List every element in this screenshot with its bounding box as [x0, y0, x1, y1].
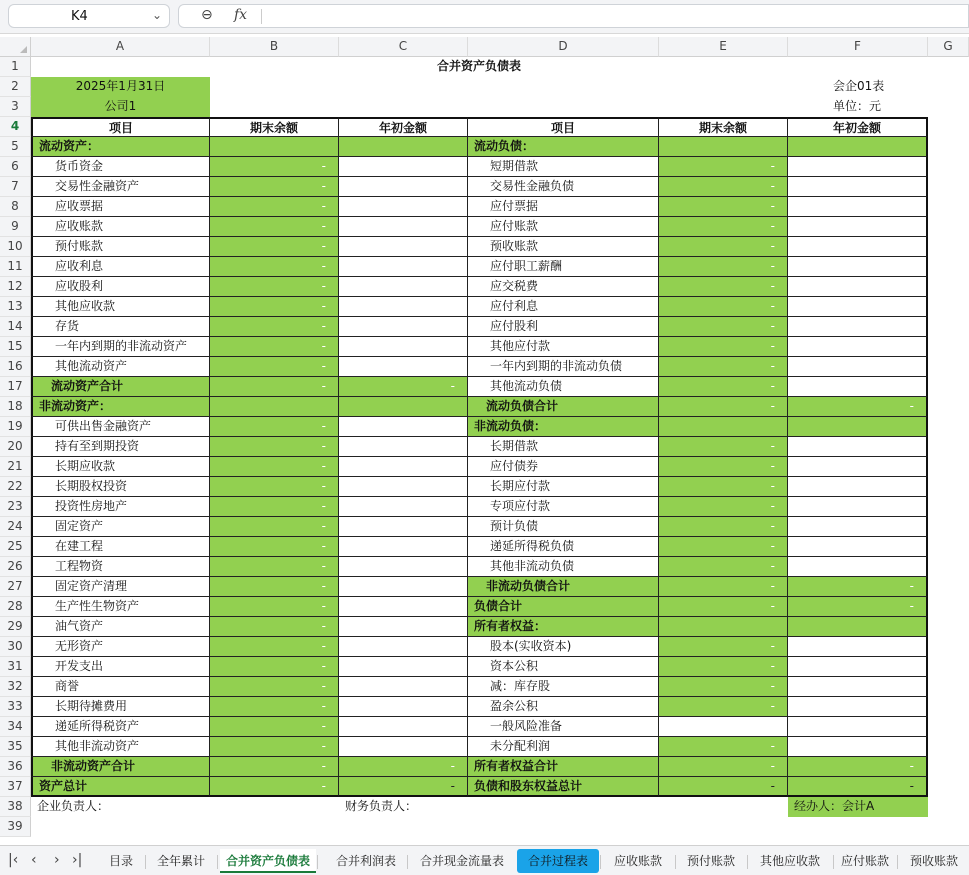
right-end-balance[interactable]: -: [659, 397, 788, 417]
column-title-3[interactable]: 年初金额: [339, 117, 468, 137]
row-header-10[interactable]: 10: [0, 237, 31, 257]
formula-bar[interactable]: [178, 4, 969, 28]
left-opening-balance[interactable]: [339, 557, 468, 577]
left-opening-balance[interactable]: [339, 437, 468, 457]
right-opening-balance[interactable]: [788, 197, 928, 217]
left-end-balance[interactable]: -: [210, 357, 339, 377]
right-end-balance[interactable]: -: [659, 577, 788, 597]
right-end-balance[interactable]: -: [659, 557, 788, 577]
right-opening-balance[interactable]: -: [788, 777, 928, 797]
left-item-label[interactable]: 交易性金融资产: [31, 177, 210, 197]
left-opening-balance[interactable]: [339, 537, 468, 557]
right-item-label[interactable]: 资本公积: [468, 657, 659, 677]
sheet-title[interactable]: 合并资产负债表: [436, 59, 521, 73]
row-header-39[interactable]: 39: [0, 817, 31, 837]
chevron-down-icon[interactable]: ⌄: [151, 8, 162, 22]
right-item-label[interactable]: 应付职工薪酬: [468, 257, 659, 277]
left-end-balance[interactable]: -: [210, 657, 339, 677]
row-header-13[interactable]: 13: [0, 297, 31, 317]
left-opening-balance[interactable]: [339, 237, 468, 257]
left-end-balance[interactable]: -: [210, 737, 339, 757]
right-item-label[interactable]: 应付利息: [468, 297, 659, 317]
left-opening-balance[interactable]: [339, 457, 468, 477]
row-header-5[interactable]: 5: [0, 137, 31, 157]
zoom-out-icon[interactable]: ⊖: [201, 7, 213, 23]
right-item-label[interactable]: 交易性金融负债: [468, 177, 659, 197]
right-item-label[interactable]: 股本(实收资本): [468, 637, 659, 657]
right-opening-balance[interactable]: [788, 417, 928, 437]
left-end-balance[interactable]: -: [210, 497, 339, 517]
right-item-label[interactable]: 流动负债：: [468, 137, 659, 157]
right-item-label[interactable]: 应付股利: [468, 317, 659, 337]
prev-sheet-icon[interactable]: ‹: [31, 852, 37, 868]
right-item-label[interactable]: 预收账款: [468, 237, 659, 257]
left-opening-balance[interactable]: [339, 257, 468, 277]
left-opening-balance[interactable]: [339, 717, 468, 737]
row-header-1[interactable]: 1: [0, 57, 31, 77]
row-header-16[interactable]: 16: [0, 357, 31, 377]
formula-bar-divider: [261, 9, 262, 24]
right-item-label[interactable]: 一年内到期的非流动负债: [468, 357, 659, 377]
right-end-balance[interactable]: [659, 417, 788, 437]
right-end-balance[interactable]: -: [659, 637, 788, 657]
last-sheet-icon[interactable]: ›|: [72, 852, 83, 868]
right-end-balance[interactable]: -: [659, 477, 788, 497]
left-end-balance[interactable]: -: [210, 437, 339, 457]
right-opening-balance[interactable]: [788, 437, 928, 457]
left-item-label[interactable]: 其他非流动资产: [31, 737, 210, 757]
left-end-balance[interactable]: [210, 137, 339, 157]
row-header-3[interactable]: 3: [0, 97, 31, 117]
left-item-label[interactable]: 非流动资产合计: [31, 757, 210, 777]
left-opening-balance[interactable]: [339, 417, 468, 437]
left-end-balance[interactable]: -: [210, 457, 339, 477]
right-item-label[interactable]: 流动负债合计: [468, 397, 659, 417]
left-item-label[interactable]: 其他应收款: [31, 297, 210, 317]
right-end-balance[interactable]: -: [659, 777, 788, 797]
unit-label[interactable]: 单位：元: [833, 99, 882, 113]
right-item-label[interactable]: 应交税费: [468, 277, 659, 297]
left-opening-balance[interactable]: [339, 217, 468, 237]
company-name[interactable]: 公司1: [31, 97, 210, 117]
left-opening-balance[interactable]: [339, 597, 468, 617]
right-end-balance[interactable]: -: [659, 317, 788, 337]
left-end-balance[interactable]: -: [210, 677, 339, 697]
left-end-balance[interactable]: -: [210, 537, 339, 557]
right-opening-balance[interactable]: -: [788, 397, 928, 417]
right-end-balance[interactable]: -: [659, 217, 788, 237]
left-item-label[interactable]: 递延所得税资产: [31, 717, 210, 737]
right-end-balance[interactable]: -: [659, 677, 788, 697]
left-end-balance[interactable]: -: [210, 317, 339, 337]
row-header-28[interactable]: 28: [0, 597, 31, 617]
row-header-36[interactable]: 36: [0, 757, 31, 777]
right-item-label[interactable]: 所有者权益合计: [468, 757, 659, 777]
row-header-23[interactable]: 23: [0, 497, 31, 517]
right-end-balance[interactable]: -: [659, 357, 788, 377]
right-item-label[interactable]: 应付票据: [468, 197, 659, 217]
left-end-balance[interactable]: -: [210, 417, 339, 437]
left-opening-balance[interactable]: [339, 657, 468, 677]
left-opening-balance[interactable]: [339, 677, 468, 697]
right-opening-balance[interactable]: [788, 237, 928, 257]
next-sheet-icon[interactable]: ›: [54, 852, 60, 868]
right-end-balance[interactable]: -: [659, 697, 788, 717]
name-box-value: K4: [71, 9, 88, 24]
tab-divider: [600, 855, 601, 869]
left-opening-balance[interactable]: [339, 297, 468, 317]
right-opening-balance[interactable]: [788, 657, 928, 677]
left-end-balance[interactable]: -: [210, 697, 339, 717]
left-item-label[interactable]: 商誉: [31, 677, 210, 697]
right-item-label[interactable]: 应付账款: [468, 217, 659, 237]
right-end-balance[interactable]: -: [659, 657, 788, 677]
right-end-balance[interactable]: -: [659, 437, 788, 457]
left-end-balance[interactable]: -: [210, 777, 339, 797]
left-end-balance[interactable]: -: [210, 297, 339, 317]
right-item-label[interactable]: 预计负债: [468, 517, 659, 537]
left-end-balance[interactable]: -: [210, 157, 339, 177]
left-end-balance[interactable]: -: [210, 477, 339, 497]
left-opening-balance[interactable]: -: [339, 757, 468, 777]
right-opening-balance[interactable]: [788, 617, 928, 637]
column-title-1[interactable]: 项目: [31, 117, 210, 137]
row-header-9[interactable]: 9: [0, 217, 31, 237]
left-item-label[interactable]: 长期待摊费用: [31, 697, 210, 717]
column-title-4[interactable]: 项目: [468, 117, 659, 137]
left-item-label[interactable]: 工程物资: [31, 557, 210, 577]
row-header-6[interactable]: 6: [0, 157, 31, 177]
row-header-34[interactable]: 34: [0, 717, 31, 737]
right-opening-balance[interactable]: [788, 557, 928, 577]
left-item-label[interactable]: 流动资产合计: [31, 377, 210, 397]
column-header-a[interactable]: A: [31, 37, 210, 57]
left-end-balance[interactable]: -: [210, 217, 339, 237]
leader-label[interactable]: 企业负责人：: [37, 799, 110, 813]
sheet-tab[interactable]: 预付账款: [686, 854, 735, 868]
right-opening-balance[interactable]: -: [788, 577, 928, 597]
row-header-29[interactable]: 29: [0, 617, 31, 637]
row-header-21[interactable]: 21: [0, 457, 31, 477]
sheet-tab[interactable]: 预收账款: [909, 854, 958, 868]
left-opening-balance[interactable]: [339, 737, 468, 757]
row-header-15[interactable]: 15: [0, 337, 31, 357]
tab-divider: [217, 855, 218, 869]
right-opening-balance[interactable]: -: [788, 597, 928, 617]
column-title-5[interactable]: 期末余额: [659, 117, 788, 137]
left-opening-balance[interactable]: [339, 317, 468, 337]
sheet-tab[interactable]: 应付账款: [840, 854, 889, 868]
right-end-balance[interactable]: -: [659, 377, 788, 397]
column-header-b[interactable]: B: [210, 37, 339, 57]
left-item-label[interactable]: 资产总计: [31, 777, 210, 797]
right-end-balance[interactable]: [659, 137, 788, 157]
left-item-label[interactable]: 货币资金: [31, 157, 210, 177]
row-header-20[interactable]: 20: [0, 437, 31, 457]
right-end-balance[interactable]: -: [659, 517, 788, 537]
left-end-balance[interactable]: -: [210, 277, 339, 297]
left-opening-balance[interactable]: [339, 177, 468, 197]
row-header-27[interactable]: 27: [0, 577, 31, 597]
left-end-balance[interactable]: -: [210, 517, 339, 537]
right-end-balance[interactable]: -: [659, 497, 788, 517]
right-opening-balance[interactable]: [788, 297, 928, 317]
right-item-label[interactable]: 负债和股东权益总计: [468, 777, 659, 797]
left-end-balance[interactable]: -: [210, 557, 339, 577]
right-item-label[interactable]: 其他流动负债: [468, 377, 659, 397]
left-opening-balance[interactable]: [339, 137, 468, 157]
column-header-f[interactable]: F: [788, 37, 928, 57]
row-header-4[interactable]: 4: [0, 117, 31, 137]
right-item-label[interactable]: 所有者权益：: [468, 617, 659, 637]
row-header-12[interactable]: 12: [0, 277, 31, 297]
left-item-label[interactable]: 应收利息: [31, 257, 210, 277]
row-header-7[interactable]: 7: [0, 177, 31, 197]
row-header-11[interactable]: 11: [0, 257, 31, 277]
row-header-25[interactable]: 25: [0, 537, 31, 557]
right-opening-balance[interactable]: [788, 257, 928, 277]
column-header-c[interactable]: C: [339, 37, 468, 57]
row-header-26[interactable]: 26: [0, 557, 31, 577]
left-opening-balance[interactable]: [339, 497, 468, 517]
left-end-balance[interactable]: -: [210, 577, 339, 597]
left-opening-balance[interactable]: [339, 337, 468, 357]
right-end-balance[interactable]: -: [659, 457, 788, 477]
sheet-tab[interactable]: 合并利润表: [335, 854, 396, 868]
right-opening-balance[interactable]: [788, 497, 928, 517]
right-end-balance[interactable]: -: [659, 177, 788, 197]
row-header-38[interactable]: 38: [0, 797, 31, 817]
left-item-label[interactable]: 开发支出: [31, 657, 210, 677]
right-opening-balance[interactable]: [788, 697, 928, 717]
report-date[interactable]: 2025年1月31日: [31, 77, 210, 97]
function-icon[interactable]: fx: [234, 7, 248, 23]
sheet-tab-bar: [0, 845, 969, 875]
row-header-30[interactable]: 30: [0, 637, 31, 657]
right-end-balance[interactable]: -: [659, 757, 788, 777]
left-item-label[interactable]: 应收票据: [31, 197, 210, 217]
right-item-label[interactable]: 应付债券: [468, 457, 659, 477]
row-header-17[interactable]: 17: [0, 377, 31, 397]
left-item-label[interactable]: 无形资产: [31, 637, 210, 657]
right-opening-balance[interactable]: [788, 737, 928, 757]
row-header-14[interactable]: 14: [0, 317, 31, 337]
right-end-balance[interactable]: [659, 717, 788, 737]
right-item-label[interactable]: 长期应付款: [468, 477, 659, 497]
row-header-35[interactable]: 35: [0, 737, 31, 757]
tab-divider: [897, 855, 898, 869]
right-opening-balance[interactable]: [788, 677, 928, 697]
right-item-label[interactable]: 非流动负债：: [468, 417, 659, 437]
left-opening-balance[interactable]: [339, 477, 468, 497]
right-item-label[interactable]: 其他非流动负债: [468, 557, 659, 577]
select-all-corner[interactable]: [0, 37, 31, 57]
left-opening-balance[interactable]: [339, 637, 468, 657]
right-end-balance[interactable]: -: [659, 597, 788, 617]
left-opening-balance[interactable]: [339, 577, 468, 597]
right-opening-balance[interactable]: [788, 357, 928, 377]
right-end-balance[interactable]: -: [659, 297, 788, 317]
right-end-balance[interactable]: [659, 617, 788, 637]
right-opening-balance[interactable]: -: [788, 757, 928, 777]
right-end-balance[interactable]: -: [659, 737, 788, 757]
left-item-label[interactable]: 投资性房地产: [31, 497, 210, 517]
left-item-label[interactable]: 应收股利: [31, 277, 210, 297]
right-opening-balance[interactable]: [788, 337, 928, 357]
left-end-balance[interactable]: [210, 397, 339, 417]
left-opening-balance[interactable]: [339, 517, 468, 537]
first-sheet-icon[interactable]: |‹: [8, 852, 19, 868]
right-opening-balance[interactable]: [788, 277, 928, 297]
right-opening-balance[interactable]: [788, 517, 928, 537]
left-end-balance[interactable]: -: [210, 757, 339, 777]
left-item-label[interactable]: 生产性生物资产: [31, 597, 210, 617]
left-opening-balance[interactable]: -: [339, 377, 468, 397]
right-opening-balance[interactable]: [788, 317, 928, 337]
right-opening-balance[interactable]: [788, 157, 928, 177]
left-end-balance[interactable]: -: [210, 377, 339, 397]
left-item-label[interactable]: 预付账款: [31, 237, 210, 257]
right-opening-balance[interactable]: [788, 377, 928, 397]
left-end-balance[interactable]: -: [210, 597, 339, 617]
row-header-22[interactable]: 22: [0, 477, 31, 497]
left-item-label[interactable]: 流动资产：: [31, 137, 210, 157]
left-item-label[interactable]: 可供出售金融资产: [31, 417, 210, 437]
column-header-d[interactable]: D: [468, 37, 659, 57]
sheet-tab[interactable]: 合并资产负债表: [220, 849, 316, 873]
row-header-31[interactable]: 31: [0, 657, 31, 677]
left-item-label[interactable]: 固定资产: [31, 517, 210, 537]
sheet-tab[interactable]: 目录: [108, 854, 133, 868]
row-header-32[interactable]: 32: [0, 677, 31, 697]
right-item-label[interactable]: 专项应付款: [468, 497, 659, 517]
right-end-balance[interactable]: -: [659, 237, 788, 257]
left-end-balance[interactable]: -: [210, 617, 339, 637]
sheet-tab[interactable]: 应收账款: [613, 854, 662, 868]
formula-toolbar: [0, 0, 969, 34]
right-end-balance[interactable]: -: [659, 537, 788, 557]
left-opening-balance[interactable]: [339, 197, 468, 217]
right-end-balance[interactable]: -: [659, 337, 788, 357]
left-item-label[interactable]: 油气资产: [31, 617, 210, 637]
left-item-label[interactable]: 固定资产清理: [31, 577, 210, 597]
right-opening-balance[interactable]: [788, 137, 928, 157]
right-opening-balance[interactable]: [788, 217, 928, 237]
left-end-balance[interactable]: -: [210, 257, 339, 277]
left-opening-balance[interactable]: [339, 357, 468, 377]
right-opening-balance[interactable]: [788, 537, 928, 557]
right-item-label[interactable]: 递延所得税负债: [468, 537, 659, 557]
left-item-label[interactable]: 持有至到期投资: [31, 437, 210, 457]
left-item-label[interactable]: 长期应收款: [31, 457, 210, 477]
row-header-2[interactable]: 2: [0, 77, 31, 97]
left-end-balance[interactable]: -: [210, 637, 339, 657]
right-opening-balance[interactable]: [788, 177, 928, 197]
sheet-tab[interactable]: 合并现金流量表: [419, 854, 504, 868]
tab-divider: [317, 855, 318, 869]
right-opening-balance[interactable]: [788, 457, 928, 477]
left-item-label[interactable]: 存货: [31, 317, 210, 337]
handler-label[interactable]: 经办人：会计A: [788, 797, 928, 817]
right-item-label[interactable]: 减：库存股: [468, 677, 659, 697]
row-header-33[interactable]: 33: [0, 697, 31, 717]
left-item-label[interactable]: 一年内到期的非流动资产: [31, 337, 210, 357]
sheet-tab[interactable]: 其他应收款: [759, 854, 820, 868]
column-title-2[interactable]: 期末余额: [210, 117, 339, 137]
row-header-18[interactable]: 18: [0, 397, 31, 417]
left-opening-balance[interactable]: [339, 617, 468, 637]
sheet-tab[interactable]: 合并过程表: [517, 849, 599, 873]
left-opening-balance[interactable]: [339, 157, 468, 177]
row-header-19[interactable]: 19: [0, 417, 31, 437]
left-item-label[interactable]: 在建工程: [31, 537, 210, 557]
left-opening-balance[interactable]: -: [339, 777, 468, 797]
right-item-label[interactable]: 盈余公积: [468, 697, 659, 717]
right-end-balance[interactable]: -: [659, 157, 788, 177]
right-item-label[interactable]: 未分配利润: [468, 737, 659, 757]
left-item-label[interactable]: 非流动资产：: [31, 397, 210, 417]
right-item-label[interactable]: 负债合计: [468, 597, 659, 617]
left-item-label[interactable]: 其他流动资产: [31, 357, 210, 377]
right-end-balance[interactable]: -: [659, 257, 788, 277]
left-opening-balance[interactable]: [339, 697, 468, 717]
right-end-balance[interactable]: -: [659, 277, 788, 297]
right-item-label[interactable]: 长期借款: [468, 437, 659, 457]
left-item-label[interactable]: 长期股权投资: [31, 477, 210, 497]
sheet-tab[interactable]: 全年累计: [156, 854, 205, 868]
left-end-balance[interactable]: -: [210, 337, 339, 357]
right-item-label[interactable]: 其他应付款: [468, 337, 659, 357]
name-box[interactable]: [8, 4, 170, 28]
form-number[interactable]: 会企01表: [833, 79, 885, 93]
row-header-24[interactable]: 24: [0, 517, 31, 537]
left-end-balance[interactable]: -: [210, 177, 339, 197]
column-header-e[interactable]: E: [659, 37, 788, 57]
row-header-8[interactable]: 8: [0, 197, 31, 217]
column-title-6[interactable]: 年初金额: [788, 117, 928, 137]
right-opening-balance[interactable]: [788, 637, 928, 657]
left-end-balance[interactable]: -: [210, 717, 339, 737]
right-opening-balance[interactable]: [788, 717, 928, 737]
finance-label[interactable]: 财务负责人：: [345, 799, 418, 813]
column-header-g[interactable]: G: [928, 37, 969, 57]
left-opening-balance[interactable]: [339, 277, 468, 297]
right-item-label[interactable]: 短期借款: [468, 157, 659, 177]
right-opening-balance[interactable]: [788, 477, 928, 497]
row-header-37[interactable]: 37: [0, 777, 31, 797]
left-end-balance[interactable]: -: [210, 197, 339, 217]
left-end-balance[interactable]: -: [210, 237, 339, 257]
right-item-label[interactable]: 一般风险准备: [468, 717, 659, 737]
left-opening-balance[interactable]: [339, 397, 468, 417]
right-item-label[interactable]: 非流动负债合计: [468, 577, 659, 597]
right-end-balance[interactable]: -: [659, 197, 788, 217]
left-item-label[interactable]: 应收账款: [31, 217, 210, 237]
